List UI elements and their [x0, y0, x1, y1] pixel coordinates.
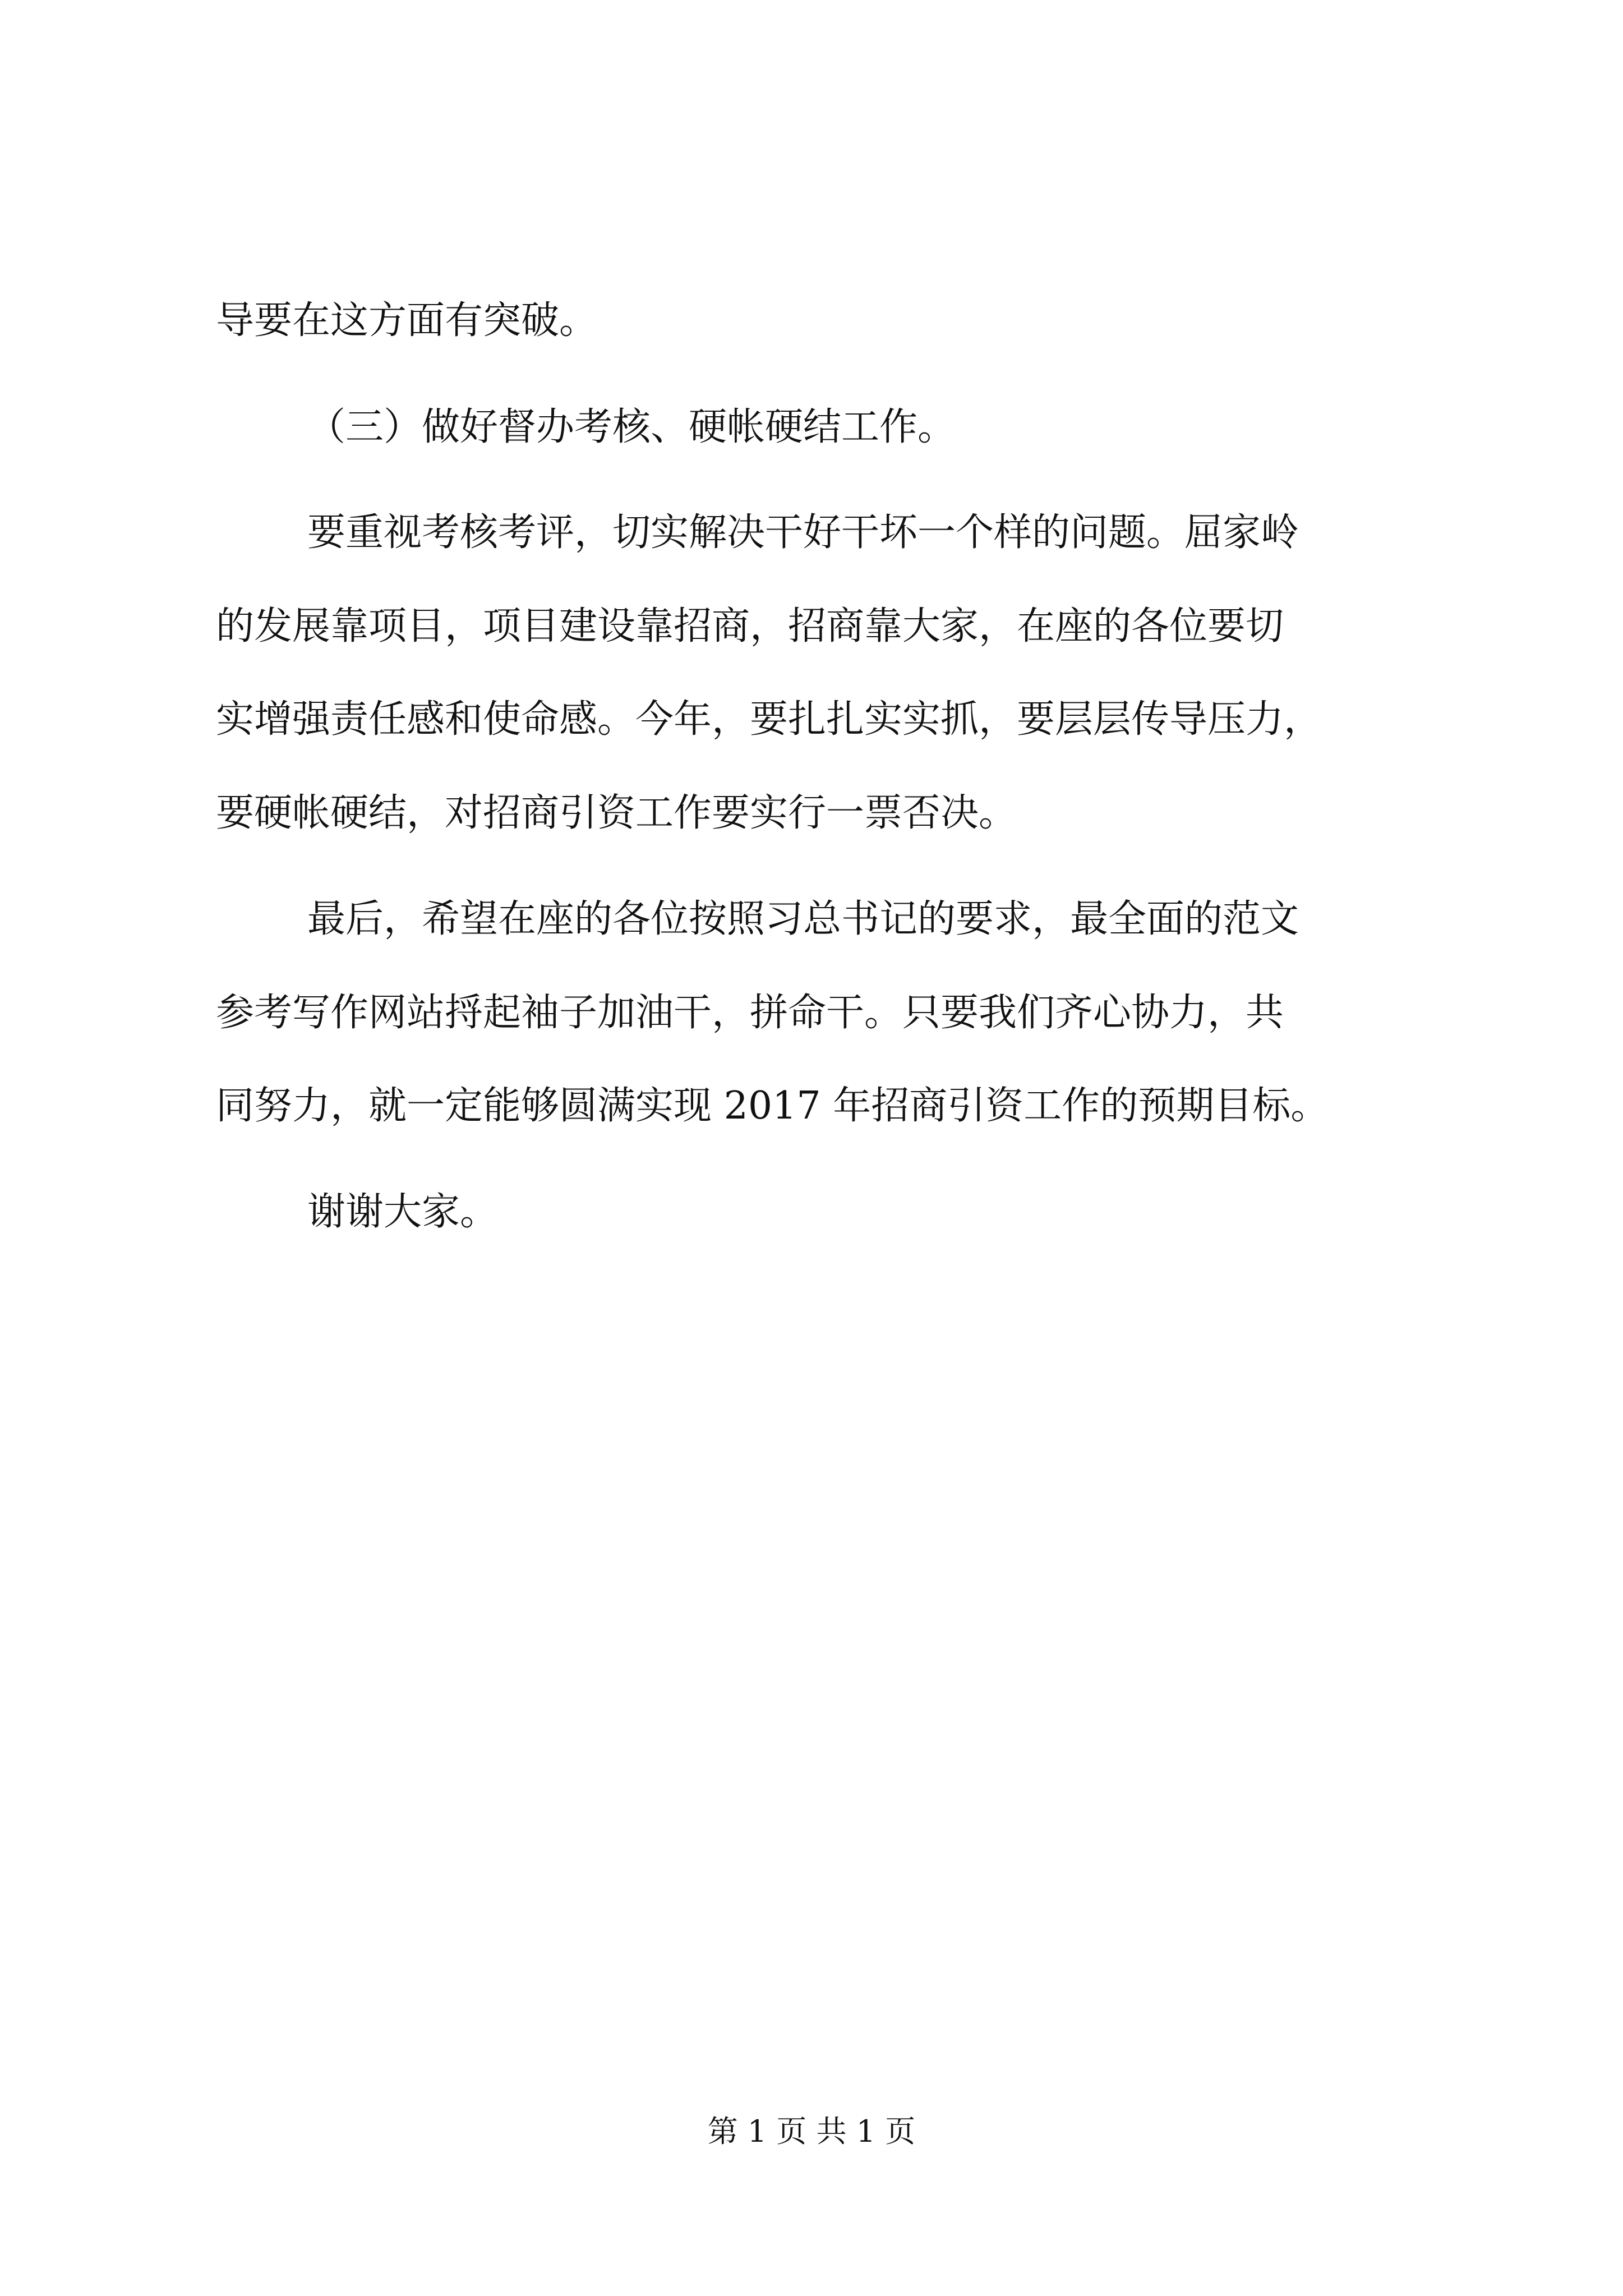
body-line — [0, 298, 1623, 343]
section-heading — [0, 405, 1623, 450]
text-run: 实增强责任感和使命感。今年，要扎扎实实抓，要层层传导压力， — [216, 697, 1322, 742]
text-run: （三）做好督办考核、硬帐硬结工作。 — [307, 405, 956, 449]
body-line — [0, 604, 1623, 649]
body-line — [0, 510, 1623, 555]
body-line — [0, 697, 1623, 742]
text-run: 参考写作网站捋起袖子加油干，拼命干。只要我们齐心协力，共 — [216, 991, 1284, 1035]
text-run: 谢谢大家。 — [307, 1190, 499, 1234]
page-footer: 第 1 页 共 1 页 — [707, 2114, 916, 2149]
text-run: 要硬帐硬结，对招商引资工作要实行一票否决。 — [216, 791, 1017, 835]
text-run: 同努力，就一定能够圆满实现 2017 年招商引资工作的预期目标。 — [216, 1084, 1329, 1128]
text-run: 的发展靠项目，项目建设靠招商，招商靠大家，在座的各位要切 — [216, 604, 1284, 648]
text-run: 导要在这方面有突破。 — [216, 298, 598, 343]
body-line — [0, 1084, 1623, 1129]
closing-line — [0, 1190, 1623, 1235]
body-line — [0, 991, 1623, 1036]
body-line — [0, 897, 1623, 942]
text-run: 要重视考核考评，切实解决干好干坏一个样的问题。屈家岭 — [307, 510, 1299, 555]
text-run: 最后，希望在座的各位按照习总书记的要求，最全面的范文 — [307, 897, 1299, 941]
body-line — [0, 791, 1623, 836]
